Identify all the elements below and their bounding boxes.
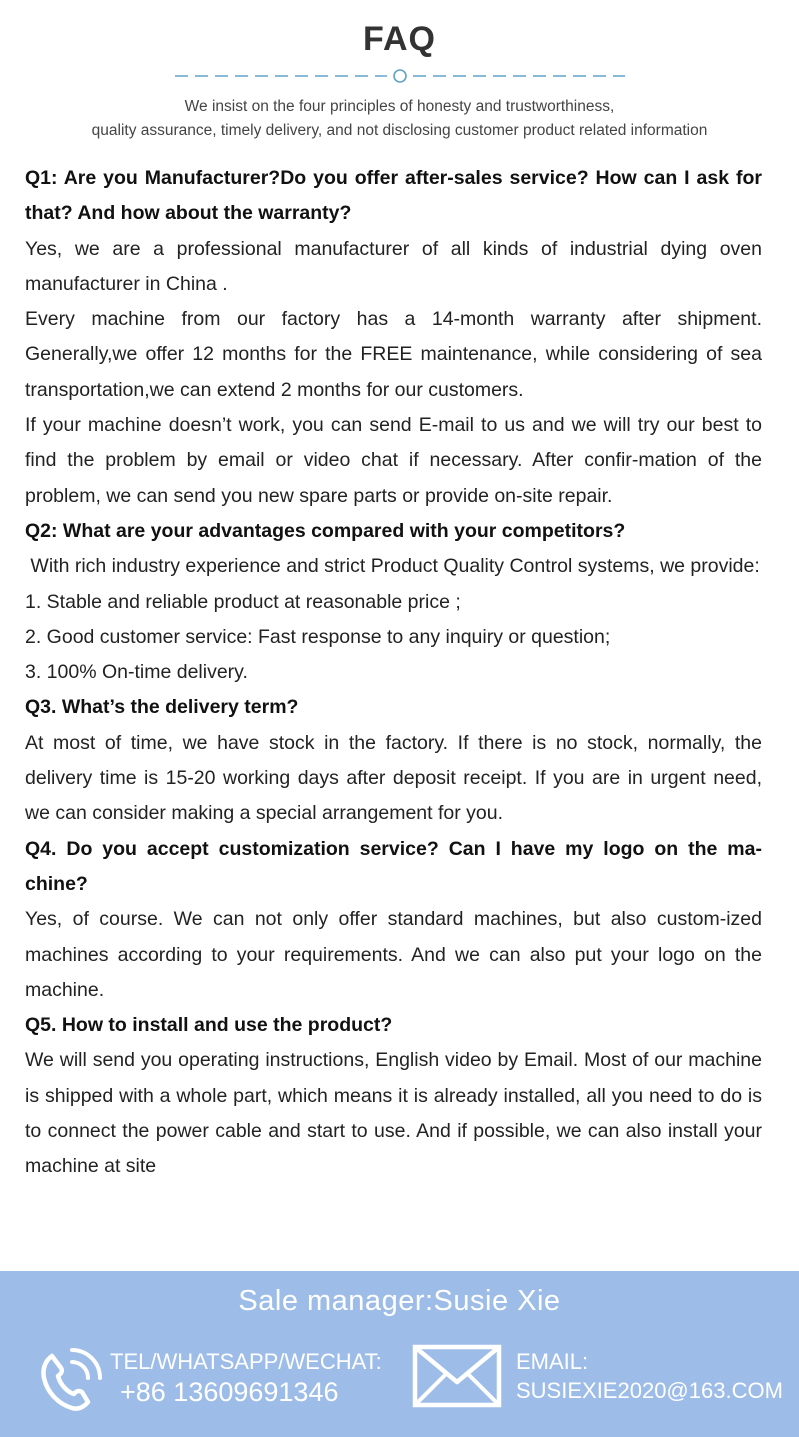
faq-answer: Yes, we are a professional manufacturer of all kinds of industrial dying oven manufacturer in China . [25,237,762,295]
title-divider [175,68,625,84]
faq-answer: With rich industry experience and strict Product Quality Control systems, we provide: [25,555,760,578]
faq-answer: Yes, of course. We can not only offer standard machines, but also custom-ized machines according to your requirements. And we can also put your logo on the machine. [25,908,762,1001]
email-label: EMAIL: [516,1349,589,1374]
faq-answer: Every machine from our factory has a 14-month warranty after shipment. Generally,we offer 12 months for the FREE maintenance, while considering of sea transportation,we can extend 2 months for our customers. [25,308,762,401]
faq-answer: 1. Stable and reliable product at reasonable price ; [25,590,461,613]
circle-icon [394,70,406,82]
faq-answer: At most of time, we have stock in the factory. If there is no stock, normally, the delivery time is 15-20 working days after deposit receipt. If you are in urgent need, we can consider making a special arrangement for you. [25,731,762,825]
faq-question: Q2: What are your advantages compared with your competitors? [25,519,626,542]
faq-answer: 3. 100% On-time delivery. [25,661,248,684]
faq-question: Q4. Do you accept customization service? Can I have my logo on the ma-chine? [25,837,762,895]
phone-icon [32,1344,104,1416]
sale-manager-title: Sale manager:Susie Xie [238,1285,561,1317]
subtitle-line-1: We insist on the four principles of honesty and trustworthiness, [184,98,615,115]
contact-footer [0,1271,799,1437]
faq-content [25,161,762,1185]
tel-number[interactable]: +86 13609691346 [120,1377,339,1407]
tel-label: TEL/WHATSAPP/WECHAT: [110,1349,382,1374]
faq-answer: If your machine doesn’t work, you can send E-mail to us and we will try our best to find the problem by email or video chat if necessary. After confir-mation of the problem, we can send you new spare parts or provide on-site repair. [25,414,762,507]
mail-icon [412,1344,502,1408]
subtitle-line-2: quality assurance, timely delivery, and not disclosing customer product related information [91,122,708,139]
faq-answer: 2. Good customer service: Fast response to any inquiry or question; [25,625,611,648]
faq-question: Q5. How to install and use the product? [25,1014,393,1037]
faq-answer: We will send you operating instructions, English video by Email. Most of our machine is shipped with a whole part, which means it is already installed, all you need to do is to connect the power cable and start to use. And if possible, we can also install your machine at site [25,1049,762,1178]
page-title: FAQ [363,20,436,58]
faq-question: Q3. What’s the delivery term? [25,696,299,719]
faq-question: Q1: Are you Manufacturer?Do you offer after-sales service? How can I ask for that? And how about the warranty? [25,167,762,225]
subtitle [0,95,799,143]
email-address[interactable]: SUSIEXIE2020@163.COM [516,1378,783,1403]
